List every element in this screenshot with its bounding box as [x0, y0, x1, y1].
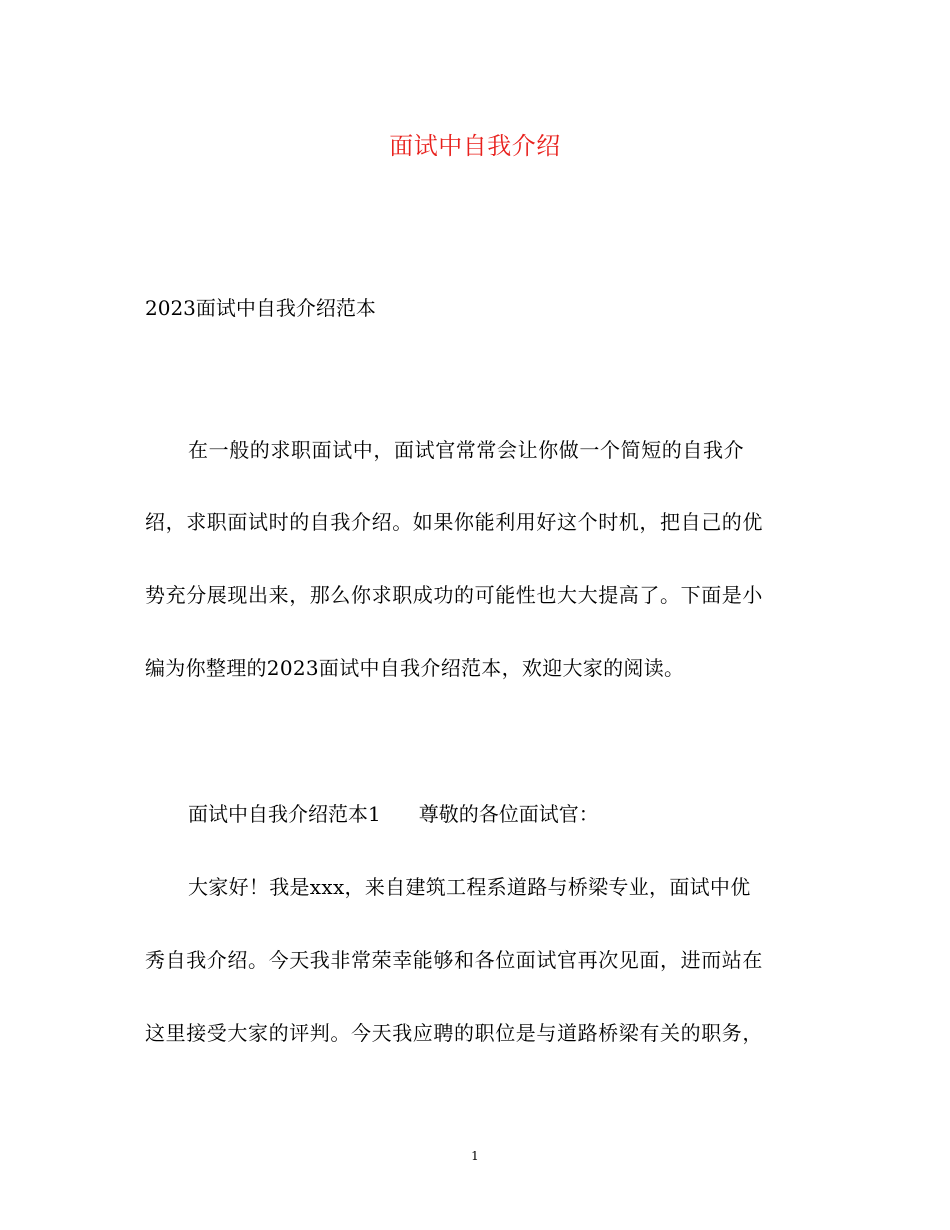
intro-line: 绍，求职面试时的自我介绍。如果你能利用好这个时机，把自己的优	[145, 510, 763, 534]
intro-line: 势充分展现出来，那么你求职成功的可能性也大大提高了。下面是小	[145, 583, 763, 607]
intro-line: 编为你整理的2023面试中自我介绍范本，欢迎大家的阅读。	[145, 656, 685, 680]
sample-heading-line	[188, 798, 599, 830]
body-line: 秀自我介绍。今天我非常荣幸能够和各位面试官再次见面，进而站在	[145, 948, 763, 972]
body-line: 大家好！我是xxx，来自建筑工程系道路与桥梁专业，面试中优	[188, 875, 751, 899]
intro-line: 在一般的求职面试中，面试官常常会让你做一个简短的自我介	[188, 438, 745, 462]
document-title: 面试中自我介绍	[389, 132, 561, 160]
page-number: 1	[471, 1149, 479, 1163]
body-line: 这里接受大家的评判。今天我应聘的职位是与道路桥梁有关的职务，	[145, 1021, 763, 1045]
document-subtitle: 2023面试中自我介绍范本	[145, 296, 376, 320]
sample-heading: 面试中自我介绍范本1	[188, 802, 381, 826]
greeting: 尊敬的各位面试官：	[418, 802, 599, 826]
